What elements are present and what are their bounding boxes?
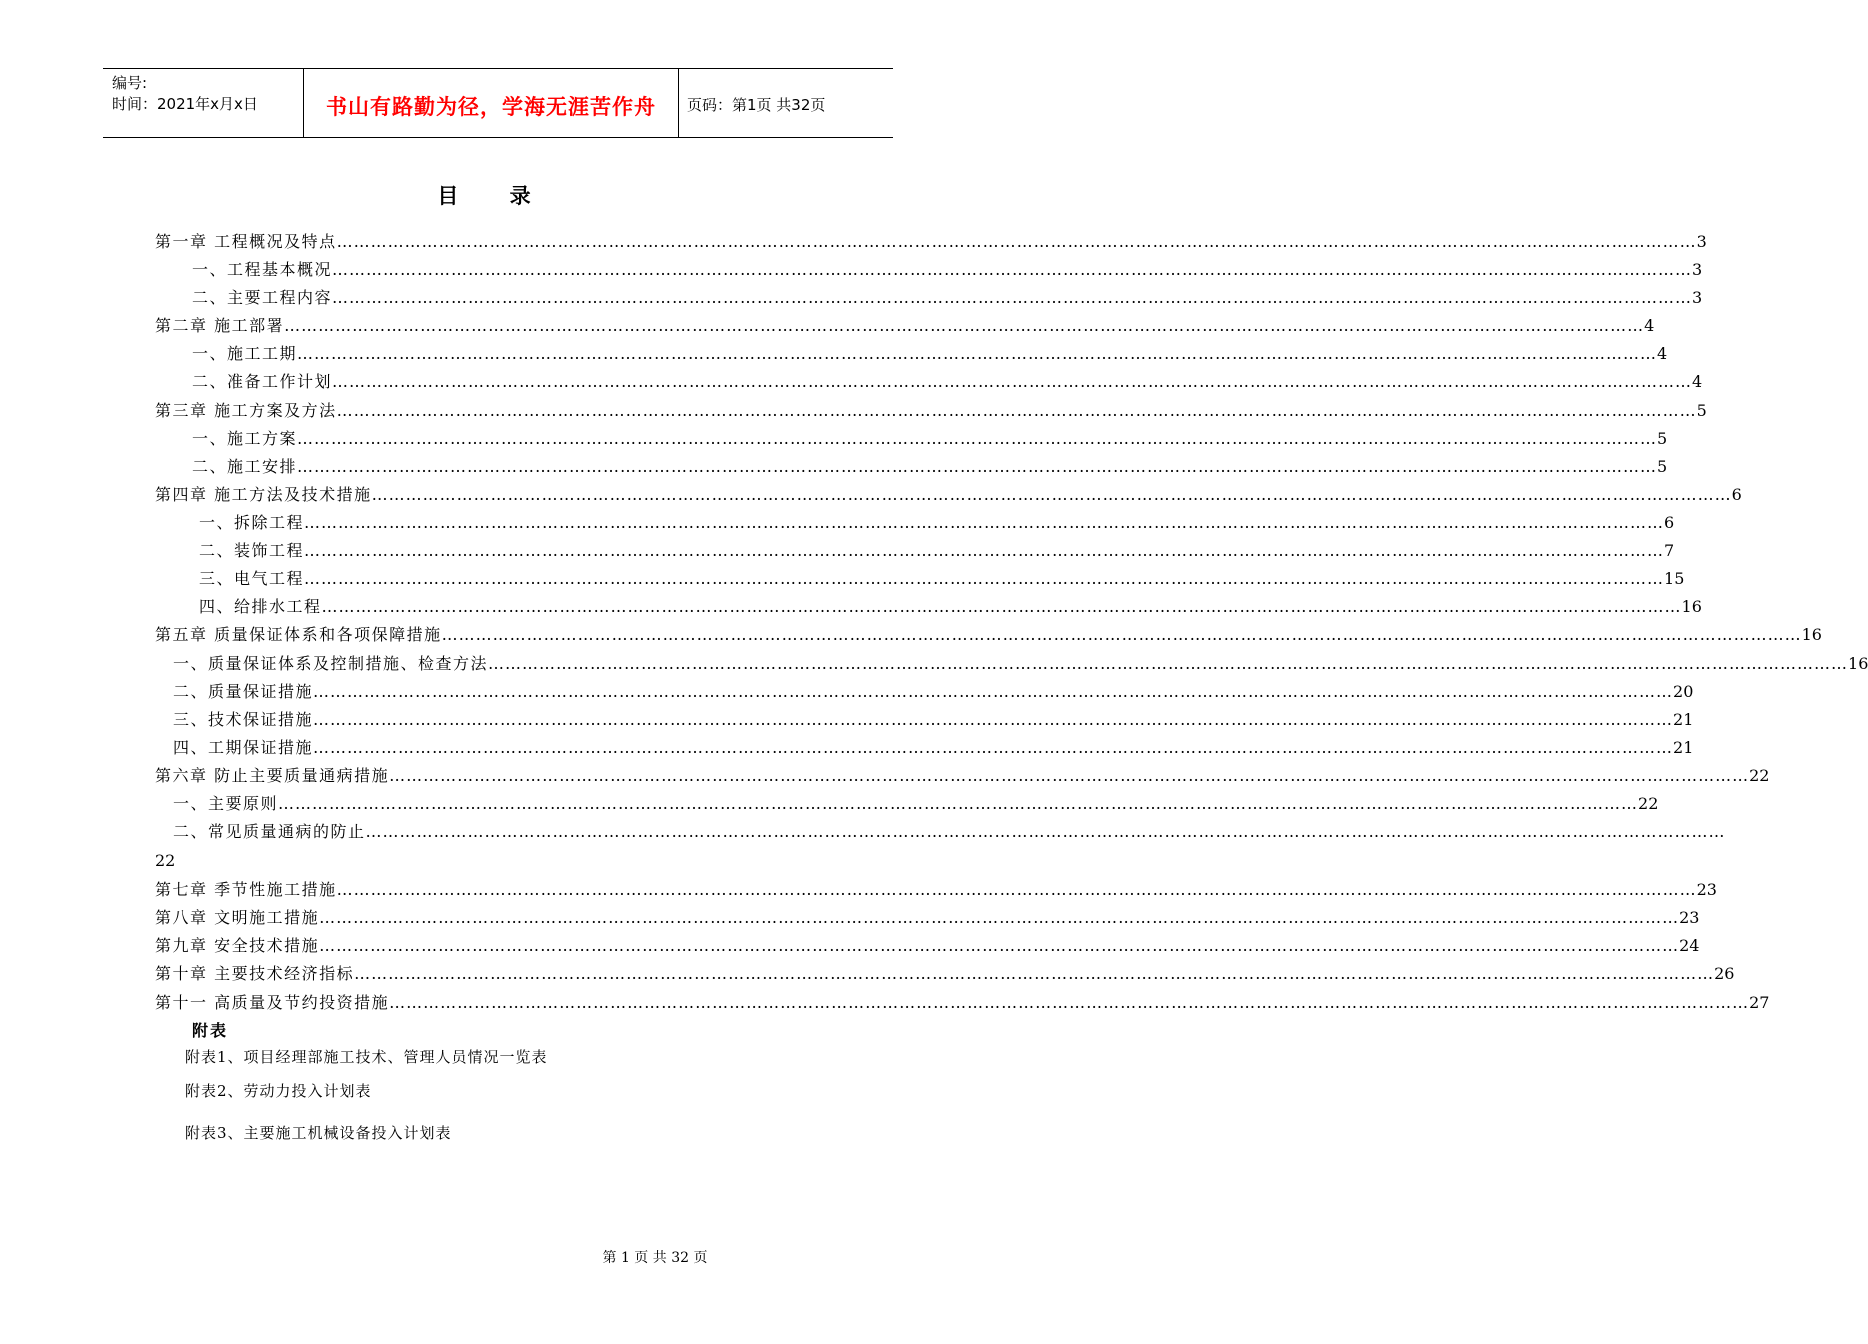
toc-entry-label: 第四章 施工方法及技术措施 xyxy=(155,485,372,504)
header-right-cell xyxy=(678,69,893,137)
toc-entry xyxy=(192,341,1668,367)
toc-entry xyxy=(155,229,1707,255)
toc-leader-dots: …………………………………………………………………………………………………………………………………………………………………………………………………………………… xyxy=(297,344,1658,363)
toc-entry-page: 26 xyxy=(1714,964,1735,983)
toc-leader-dots: …………………………………………………………………………………………………………………………………………………………………………………………………………………… xyxy=(313,738,1674,757)
toc-entry-page: 4 xyxy=(1657,344,1668,363)
toc-entry-page: 6 xyxy=(1664,513,1675,532)
toc-entry xyxy=(155,622,1822,648)
toc-entry-page: 27 xyxy=(1749,993,1770,1012)
toc-leader-dots: …………………………………………………………………………………………………………………………………………………………………………………………………………………… xyxy=(365,822,1726,841)
toc-entry xyxy=(192,454,1668,480)
toc-leader-dots: …………………………………………………………………………………………………………………………………………………………………………………………………………………… xyxy=(336,232,1697,251)
toc-leader-dots: …………………………………………………………………………………………………………………………………………………………………………………………………………………… xyxy=(319,936,1680,955)
toc-entry-label: 第九章 安全技术措施 xyxy=(155,936,320,955)
header-left-cell xyxy=(103,69,303,137)
toc-entry-label: 第十章 主要技术经济指标 xyxy=(155,964,355,983)
toc-entry xyxy=(173,679,1694,705)
toc-entry xyxy=(155,482,1742,508)
toc-entry-label: 第六章 防止主要质量通病措施 xyxy=(155,766,390,785)
toc-entry xyxy=(192,369,1703,395)
toc-entry xyxy=(155,933,1700,959)
toc-leader-dots: …………………………………………………………………………………………………………………………………………………………………………………………………………………… xyxy=(319,908,1680,927)
toc-entry-page: 4 xyxy=(1644,316,1655,335)
toc-entry-label: 二、准备工作计划 xyxy=(192,372,333,391)
toc-entry xyxy=(192,426,1668,452)
toc-leader-dots: …………………………………………………………………………………………………………………………………………………………………………………………………………………… xyxy=(389,993,1750,1012)
toc-leader-dots: …………………………………………………………………………………………………………………………………………………………………………………………………………………… xyxy=(297,457,1658,476)
toc-entry-label: 三、电气工程 xyxy=(199,569,305,588)
appendix-title: 附表 xyxy=(192,1021,229,1040)
appendix-item: 附表1、项目经理部施工技术、管理人员情况一览表 xyxy=(185,1048,548,1066)
toc-entry-page: 16 xyxy=(1848,654,1868,673)
header-motto: 书山有路勤为径，学海无涯苦作舟 xyxy=(326,95,656,119)
toc-leader-dots: …………………………………………………………………………………………………………………………………………………………………………………………………………………… xyxy=(297,429,1658,448)
header-motto-cell xyxy=(303,69,679,137)
toc-entry xyxy=(199,538,1675,564)
toc-entry-label: 一、施工工期 xyxy=(192,344,298,363)
toc-leader-dots: …………………………………………………………………………………………………………………………………………………………………………………………………………………… xyxy=(389,766,1750,785)
toc-leader-dots: …………………………………………………………………………………………………………………………………………………………………………………………………………………… xyxy=(313,710,1674,729)
toc-entry-page: 16 xyxy=(1681,597,1702,616)
toc-entry xyxy=(199,510,1675,536)
appendix-item: 附表3、主要施工机械设备投入计划表 xyxy=(185,1124,452,1142)
document-number-label: 编号: xyxy=(112,74,148,92)
toc-entry-page: 5 xyxy=(1696,401,1707,420)
toc-entry-label: 第十一 高质量及节约投资措施 xyxy=(155,993,390,1012)
toc-entry-page: 22 xyxy=(1749,766,1770,785)
document-time-label: 时间：2021年x月x日 xyxy=(112,95,258,113)
toc-entry-page: 22 xyxy=(155,851,176,870)
toc-entry-label: 一、施工方案 xyxy=(192,429,298,448)
toc-entry xyxy=(155,990,1770,1016)
toc-entry-page: 3 xyxy=(1692,288,1703,307)
toc-entry-label: 第二章 施工部署 xyxy=(155,316,285,335)
toc-leader-dots: …………………………………………………………………………………………………………………………………………………………………………………………………………………… xyxy=(354,964,1715,983)
toc-entry-page: 22 xyxy=(1638,794,1659,813)
toc-entry xyxy=(192,285,1703,311)
toc-entry xyxy=(199,594,1702,620)
toc-entry xyxy=(155,398,1707,424)
toc-entry-label: 一、主要原则 xyxy=(173,794,279,813)
toc-entry xyxy=(155,877,1717,903)
toc-entry-page: 3 xyxy=(1692,260,1703,279)
page-footer: 第 1 页 共 32 页 xyxy=(602,1250,708,1266)
toc-entry xyxy=(173,707,1694,733)
toc-leader-dots: …………………………………………………………………………………………………………………………………………………………………………………………………………………… xyxy=(488,654,1849,673)
toc-entry xyxy=(173,791,1659,817)
toc-entry-label: 一、质量保证体系及控制措施、检查方法 xyxy=(173,654,489,673)
toc-entry-label: 二、主要工程内容 xyxy=(192,288,333,307)
toc-leader-dots: …………………………………………………………………………………………………………………………………………………………………………………………………………………… xyxy=(313,682,1674,701)
toc-entry-label: 三、技术保证措施 xyxy=(173,710,314,729)
toc-entry-label: 第七章 季节性施工措施 xyxy=(155,880,337,899)
toc-leader-dots: …………………………………………………………………………………………………………………………………………………………………………………………………………………… xyxy=(321,597,1682,616)
appendix-item: 附表2、劳动力投入计划表 xyxy=(185,1082,372,1100)
toc-entry-page: 20 xyxy=(1673,682,1694,701)
toc-leader-dots: …………………………………………………………………………………………………………………………………………………………………………………………………………………… xyxy=(332,260,1693,279)
toc-entry-label: 二、常见质量通病的防止 xyxy=(173,822,366,841)
toc-entry xyxy=(173,735,1694,761)
toc-entry xyxy=(155,763,1770,789)
toc-entry-label: 四、给排水工程 xyxy=(199,597,322,616)
toc-entry-page: 15 xyxy=(1664,569,1685,588)
toc-entry-page: 21 xyxy=(1673,738,1694,757)
toc-leader-dots: …………………………………………………………………………………………………………………………………………………………………………………………………………………… xyxy=(332,288,1693,307)
toc-entry-page: 23 xyxy=(1679,908,1700,927)
toc-leader-dots: …………………………………………………………………………………………………………………………………………………………………………………………………………………… xyxy=(304,541,1665,560)
toc-entry xyxy=(155,313,1655,339)
toc-entry-label: 第一章 工程概况及特点 xyxy=(155,232,337,251)
toc-entry-label: 二、施工安排 xyxy=(192,457,298,476)
toc-leader-dots: …………………………………………………………………………………………………………………………………………………………………………………………………………………… xyxy=(336,401,1697,420)
toc-entry-page: 6 xyxy=(1731,485,1742,504)
toc-entry xyxy=(173,819,1726,845)
toc-entry-page: 5 xyxy=(1657,457,1668,476)
toc-entry-label: 第三章 施工方案及方法 xyxy=(155,401,337,420)
toc-entry xyxy=(199,566,1685,592)
header-page-code: 页码：第1页 共32页 xyxy=(687,96,826,114)
toc-entry-page: 16 xyxy=(1801,625,1822,644)
page-header xyxy=(103,68,893,138)
toc-leader-dots: …………………………………………………………………………………………………………………………………………………………………………………………………………………… xyxy=(284,316,1645,335)
toc-leader-dots: …………………………………………………………………………………………………………………………………………………………………………………………………………………… xyxy=(278,794,1639,813)
toc-entry-page: 23 xyxy=(1696,880,1717,899)
toc-entry-label: 四、工期保证措施 xyxy=(173,738,314,757)
toc-entry-page: 3 xyxy=(1696,232,1707,251)
toc-leader-dots: …………………………………………………………………………………………………………………………………………………………………………………………………………………… xyxy=(332,372,1693,391)
toc-entry-label: 第五章 质量保证体系和各项保障措施 xyxy=(155,625,442,644)
toc-entry-label: 一、拆除工程 xyxy=(199,513,305,532)
toc-entry-label: 二、质量保证措施 xyxy=(173,682,314,701)
toc-leader-dots: …………………………………………………………………………………………………………………………………………………………………………………………………………………… xyxy=(304,513,1665,532)
toc-entry-page: 4 xyxy=(1692,372,1703,391)
toc-entry-label: 二、装饰工程 xyxy=(199,541,305,560)
toc-leader-dots: …………………………………………………………………………………………………………………………………………………………………………………………………………………… xyxy=(441,625,1802,644)
toc-entry-page: 5 xyxy=(1657,429,1668,448)
toc-entry-label: 第八章 文明施工措施 xyxy=(155,908,320,927)
toc-leader-dots: …………………………………………………………………………………………………………………………………………………………………………………………………………………… xyxy=(304,569,1665,588)
toc-entry-page: 7 xyxy=(1664,541,1675,560)
toc-entry-page: 24 xyxy=(1679,936,1700,955)
toc-entry xyxy=(173,651,1868,677)
toc-title: 目 录 xyxy=(437,183,553,208)
toc-entry xyxy=(155,905,1700,931)
toc-entry xyxy=(192,257,1703,283)
toc-entry-page: 21 xyxy=(1673,710,1694,729)
toc-leader-dots: …………………………………………………………………………………………………………………………………………………………………………………………………………………… xyxy=(336,880,1697,899)
toc-entry xyxy=(155,961,1735,987)
toc-leader-dots: …………………………………………………………………………………………………………………………………………………………………………………………………………………… xyxy=(371,485,1732,504)
toc-entry-label: 一、工程基本概况 xyxy=(192,260,333,279)
